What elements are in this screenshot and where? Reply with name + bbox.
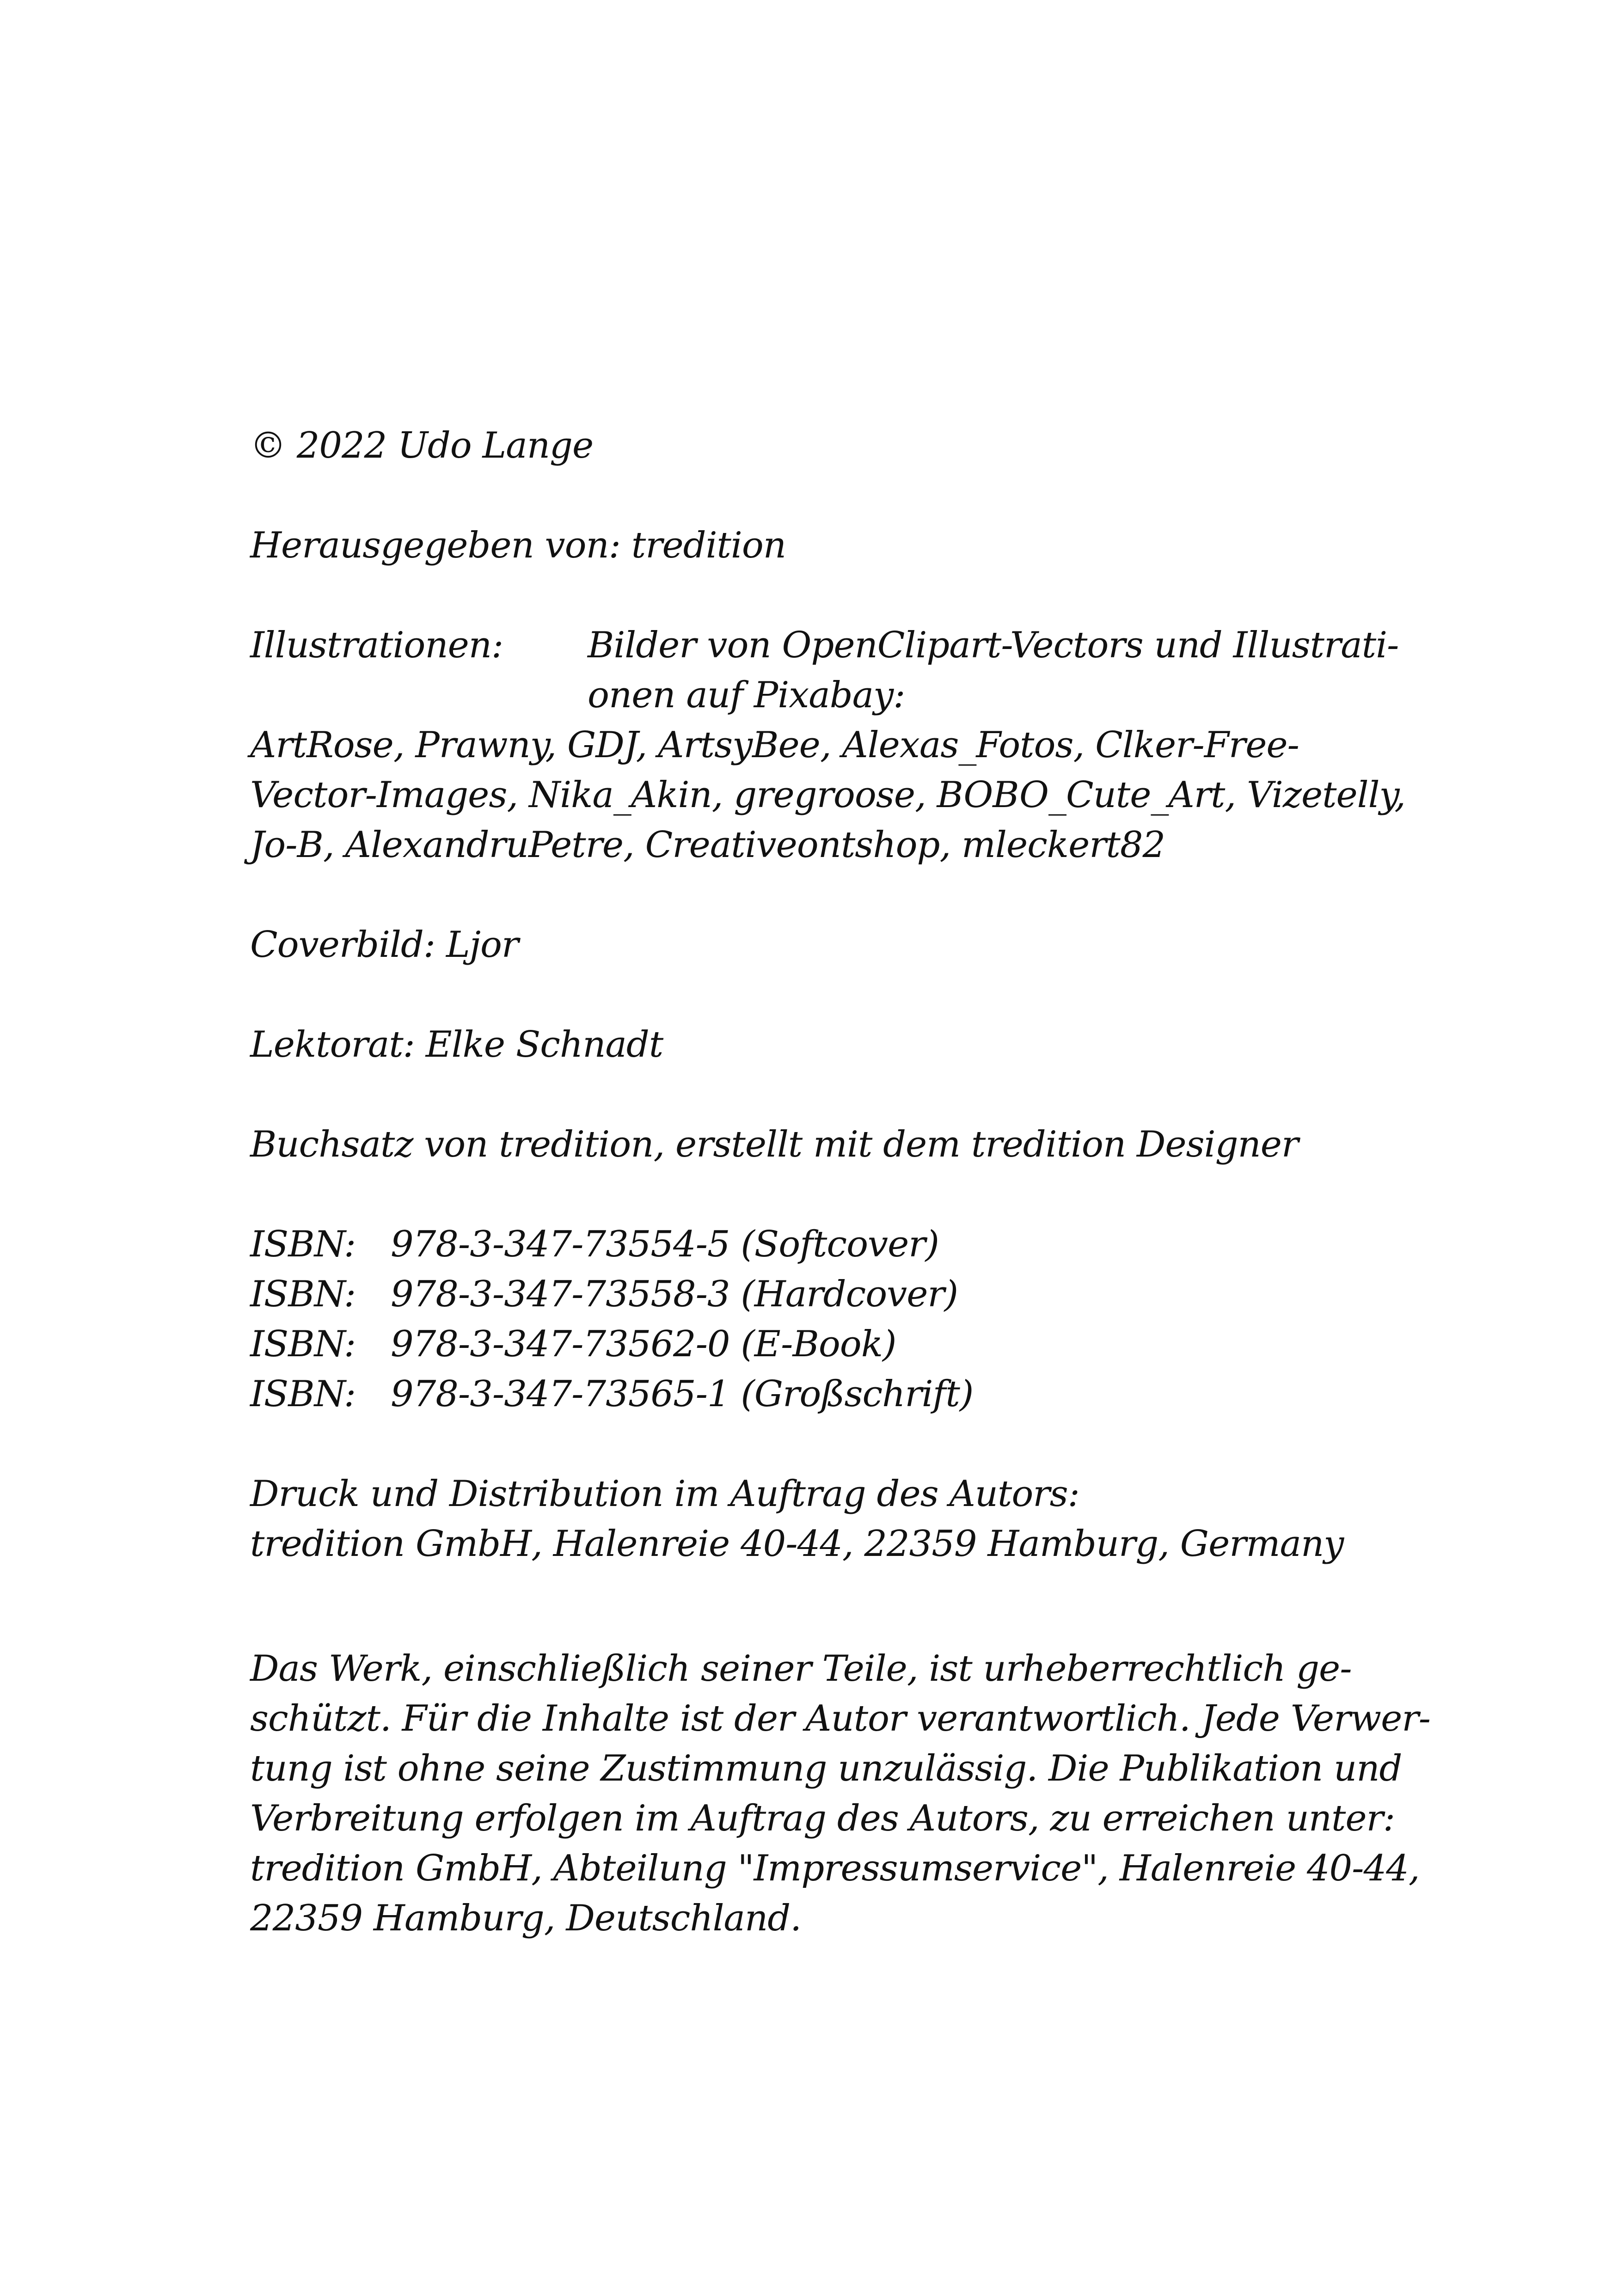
illustrations-label: Illustrationen:: [250, 625, 503, 666]
distribution-block: [250, 1469, 1397, 1569]
isbn-label: ISBN:: [250, 1274, 356, 1315]
publisher-block: [250, 520, 1397, 570]
illustrations-text-line: onen auf Pixabay:: [588, 674, 905, 716]
imprint-content: [250, 421, 1430, 1943]
legal-notice-line: Verbreitung erfolgen im Auftrag des Autors, zu erreichen unter:: [250, 1798, 1395, 1839]
typesetting-block: [250, 1120, 1397, 1169]
legal-notice-line: schützt. Für die Inhalte ist der Autor verantwortlich. Jede Verwer-: [250, 1698, 1430, 1739]
isbn-row: [250, 1319, 1397, 1369]
legal-notice-line: tung ist ohne seine Zustimmung unzulässig. Die Publikation und: [250, 1748, 1402, 1789]
isbn-value: 978-3-347-73565-1 (Großschrift): [391, 1373, 974, 1415]
copyright-block: [250, 421, 1397, 471]
publisher-line: Herausgegeben von: tredition: [250, 525, 786, 566]
isbn-row: [250, 1219, 1397, 1269]
isbn-value: 978-3-347-73558-3 (Hardcover): [391, 1274, 958, 1315]
legal-notice-line: 22359 Hamburg, Deutschland.: [250, 1898, 802, 1939]
legal-notice-line: tredition GmbH, Abteilung "Impressumservice", Halenreie 40-44,: [250, 1848, 1420, 1889]
isbn-row: [250, 1369, 1397, 1419]
illustrations-block: [250, 620, 1406, 870]
legal-notice-line: Das Werk, einschließlich seiner Teile, ist urheberrechtlich ge-: [250, 1648, 1352, 1690]
illustrations-text-line: Bilder von OpenClipart-Vectors und Illustrati-: [588, 625, 1399, 666]
isbn-row: [250, 1269, 1397, 1319]
isbn-value: 978-3-347-73554-5 (Softcover): [391, 1224, 939, 1265]
isbn-value: 978-3-347-73562-0 (E-Book): [391, 1323, 896, 1365]
copyright-line: © 2022 Udo Lange: [250, 425, 594, 466]
distribution-line: tredition GmbH, Halenreie 40-44, 22359 Hamburg, Germany: [250, 1523, 1344, 1565]
illustrations-credit-line: ArtRose, Prawny, GDJ, ArtsyBee, Alexas_Fotos, Clker-Free-: [250, 724, 1299, 766]
illustrations-text: [588, 620, 1398, 720]
illustrations-credit-line: Jo-B, AlexandruPetre, Creativeontshop, mleckert82: [250, 824, 1165, 866]
isbn-block: [250, 1219, 1397, 1419]
illustrations-credit-line: Vector-Images, Nika_Akin, gregroose, BOBO_Cute_Art, Vizetelly,: [250, 774, 1406, 816]
cover-line: Coverbild: Ljor: [250, 924, 519, 966]
legal-notice-block: [250, 1644, 1430, 1943]
isbn-label: ISBN:: [250, 1224, 356, 1265]
cover-block: [250, 920, 1397, 970]
typesetting-line: Buchsatz von tredition, erstellt mit dem tredition Designer: [250, 1124, 1299, 1165]
distribution-line: Druck und Distribution im Auftrag des Autors:: [250, 1473, 1079, 1515]
editing-block: [250, 1020, 1397, 1070]
editing-line: Lektorat: Elke Schnadt: [250, 1024, 663, 1065]
isbn-label: ISBN:: [250, 1323, 356, 1365]
illustrations-header: [250, 620, 1397, 720]
isbn-label: ISBN:: [250, 1373, 356, 1415]
